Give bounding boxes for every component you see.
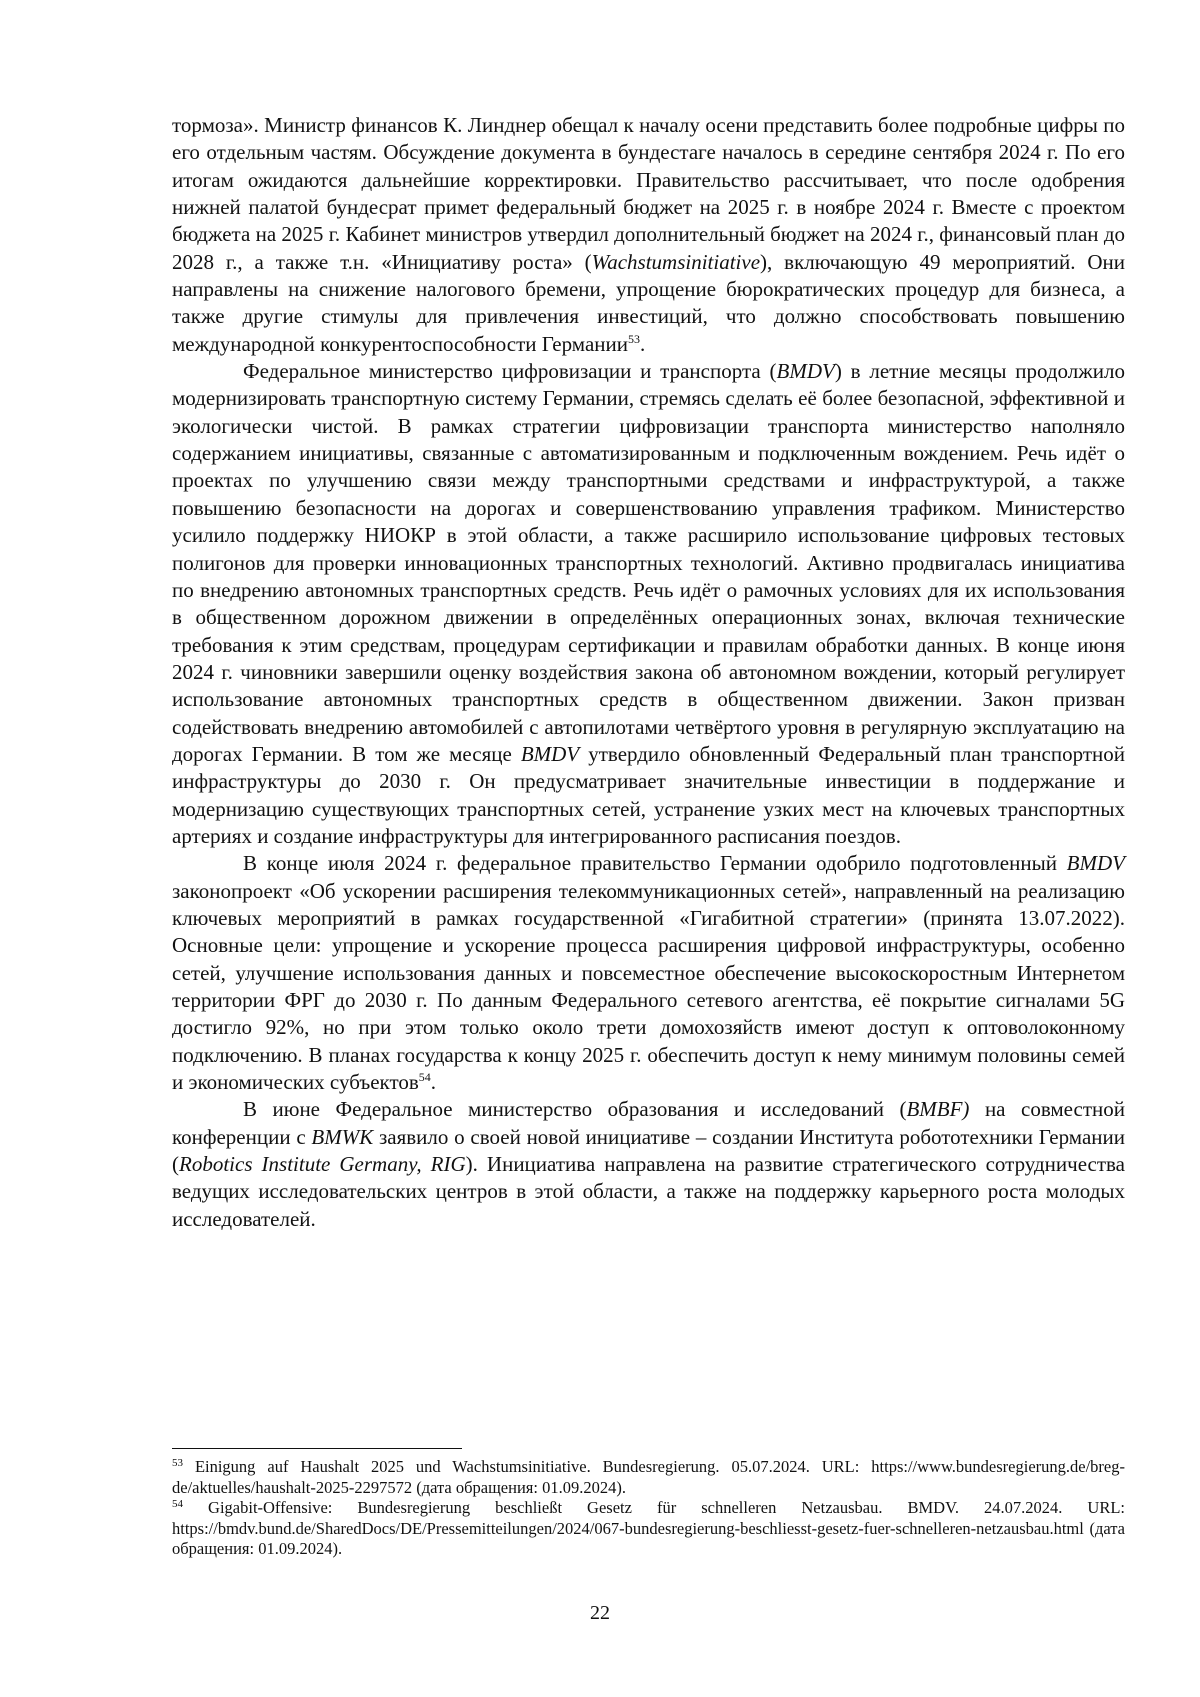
italic-term: Robotics Institute Germany, RIG <box>179 1152 466 1177</box>
paragraph <box>172 1096 1125 1233</box>
italic-term: Wachstumsinitiative <box>591 249 761 274</box>
text-run: В конце июля 2024 г. федеральное правительство Германии одобрило подготовленный <box>243 851 1067 876</box>
footnote-number: 54 <box>172 1498 183 1511</box>
text-run: В июне Федеральное министерство образования и исследований ( <box>243 1097 907 1122</box>
paragraph <box>172 850 1125 1096</box>
footnote-ref: 53 <box>628 331 640 346</box>
italic-term: BMDV <box>520 741 580 766</box>
paragraph <box>172 112 1125 358</box>
text-run: . <box>640 331 646 356</box>
text-run: ), включающую 49 мероприятий. Они направлены на снижение налогового бремени, упрощение бюрократических процедур для бизнеса, а также другие стимулы для привлечения инвестиций, что должно способствовать повышению международной конкурентоспособности Германии <box>172 249 1126 356</box>
text-run: законопроект «Об ускорении расширения телекоммуникационных сетей», направленный на реализацию ключевых мероприятий в рамках государственной «Гигабитной стратегии» (принята 13.07.2022). Основные цели: упрощение и ускорение процесса расширения цифровой инфраструктуры, особенно сетей, улучшение использования данных и повсеместное обеспечение высокоскоростным Интернетом территории ФРГ до 2030 г. По данным Федерального сетевого агентства, её покрытие сигналами 5G достигло 92%, но при этом только около трети домохозяйств имеют доступ к оптоволоконному подключению. В планах государства к концу 2025 г. обеспечить доступ к нему минимум половины семей и экономических субъектов <box>172 878 1125 1095</box>
footnote-text: Einigung auf Haushalt 2025 und Wachstumsinitiative. Bundesregierung. 05.07.2024. URL: https://www.bundesregierung.de/breg-de/aktuelles/haushalt-2025-2297572 (дата обращения: 01.09.2024). <box>172 1457 1125 1497</box>
footnote-text: Gigabit-Offensive: Bundesregierung beschließt Gesetz für schnelleren Netzausbau. BMDV. 24.07.2024. URL: https://bmdv.bund.de/SharedDocs/DE/Pressemitteilungen/2024/067-bundesregierung-beschliesst-gesetz-fuer-schnelleren-netzausbau.html (дата обращения: 01.09.2024). <box>172 1498 1126 1559</box>
text-run: Федеральное министерство цифровизации и транспорта ( <box>243 359 777 384</box>
footnote-separator <box>172 1448 462 1449</box>
footnote-53 <box>172 1457 1125 1498</box>
text-run: заявило о своей новой инициативе – создании Института робототехники Германии ( <box>172 1124 1125 1177</box>
italic-term: BMWK <box>311 1124 374 1149</box>
paragraph <box>172 358 1125 850</box>
italic-term: BMBF) <box>906 1097 970 1122</box>
italic-term: BMDV <box>776 359 835 384</box>
footnotes <box>172 1448 1125 1560</box>
text-run: . <box>430 1070 437 1095</box>
main-text <box>172 112 1125 1233</box>
text-run: тормоза». Министр финансов К. Линднер обещал к началу осени представить более подробные цифры по его отдельным частям. Обсуждение документа в бундестаге началось в середине сентября 2024 г. По его итогам ожидаются дальнейшие корректировки. Правительство рассчитывает, что после одобрения нижней палатой бундесрат примет федеральный бюджет на 2025 г. в ноябре 2024 г. Вместе с проектом бюджета на 2025 г. Кабинет министров утвердил дополнительный бюджет на 2024 г., финансовый план до 2028 г., а также т.н. «Инициативу роста» ( <box>172 113 1125 274</box>
footnote-ref: 54 <box>418 1070 431 1085</box>
text-run: ) в летние месяцы продолжило модернизировать транспортную систему Германии, стремясь сделать её более безопасной, эффективной и экологически чистой. В рамках стратегии цифровизации транспорта министерство наполняло содержанием инициативы, связанные с автоматизированным и подключенным вождением. Речь идёт о проектах по улучшению связи между транспортными средствами и инфраструктурой, а также повышению безопасности на дорогах и совершенствованию управления трафиком. Министерство усилило поддержку НИОКР в этой области, а также расширило использование цифровых тестовых полигонов для проверки инновационных транспортных технологий. Активно продвигалась инициатива по внедрению автономных транспортных средств. Речь идёт о рамочных условиях для их использования в общественном дорожном движении в определённых операционных зонах, включая технические требования к этим средствам, процедурам сертификации и правилам обработки данных. В конце июня 2024 г. чиновники завершили оценку воздействия закона об автономном вождении, который регулирует использование автономных транспортных средств в общественном движении. Закон призван содействовать внедрению автомобилей с автопилотами четвёртого уровня в регулярную эксплуатацию на дорогах Германии. В том же месяце <box>172 359 1125 766</box>
footnote-number: 53 <box>172 1457 183 1469</box>
text-run: утвердило обновленный Федеральный план транспортной инфраструктуры до 2030 г. Он предусматривает значительные инвестиции в поддержание и модернизацию существующих транспортных сетей, устранение узких мест на ключевых транспортных артериях и создание инфраструктуры для интегрированного расписания поездов. <box>172 741 1125 848</box>
italic-term: BMDV <box>1066 851 1125 876</box>
page-number: 22 <box>590 1602 610 1624</box>
text-run: на совместной конференции с <box>172 1097 1126 1149</box>
footnote-54 <box>172 1498 1125 1560</box>
body-text <box>172 112 1125 1233</box>
text-run: ). Инициатива направлена на развитие стратегического сотрудничества ведущих исследовательских центров в этой области, а также на поддержку карьерного роста молодых исследователей. <box>172 1152 1125 1231</box>
